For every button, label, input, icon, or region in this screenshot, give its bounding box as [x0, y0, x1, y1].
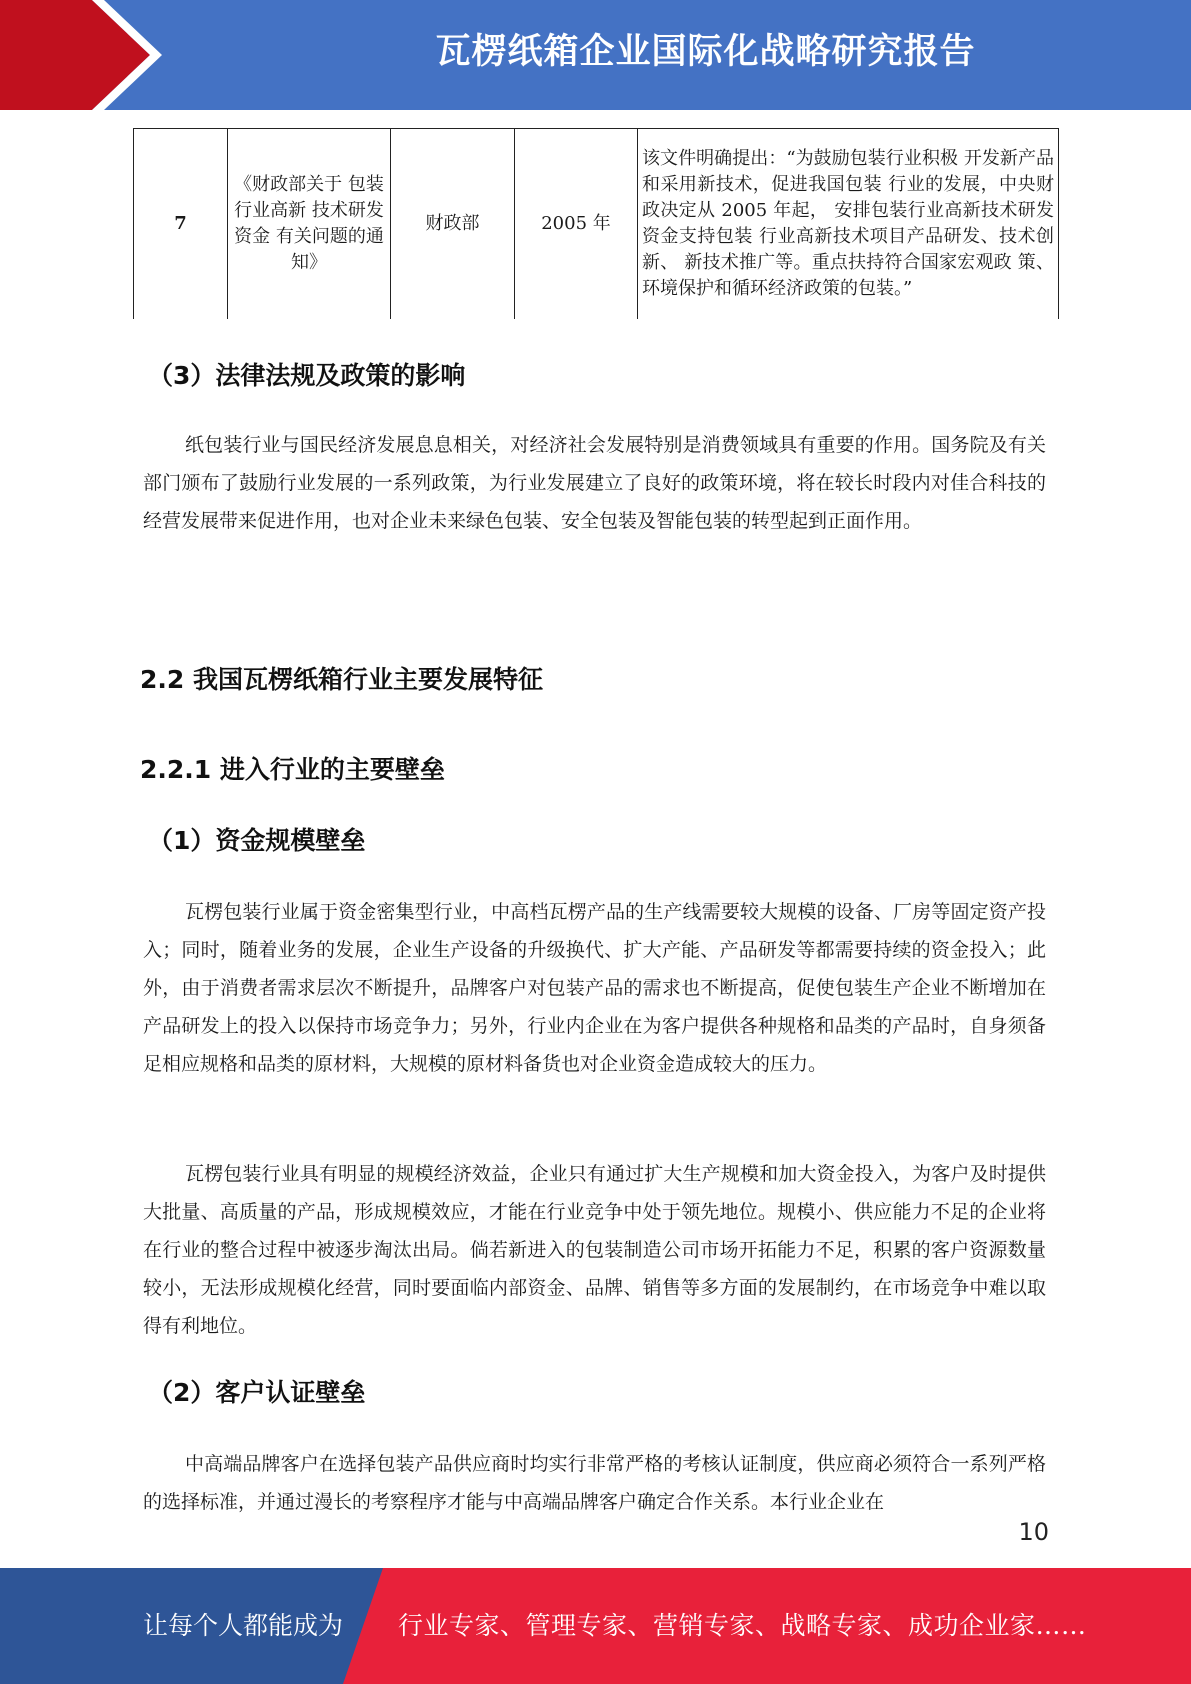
- policy-content: 该文件明确提出：“为鼓励包装行业积极 开发新产品和采用新技术，促进我国包装 行业的发展，中央财政决定从 2005 年起， 安排包装行业高新技术研发资金支持包装 行业高新技术项目产品研发、技术创新、 新技术推广等。重点扶持符合国家宏观政 策、环境保护和循环经济政策的包装。”: [638, 129, 1059, 320]
- policy-table: [133, 128, 1059, 319]
- row-number: 7: [134, 129, 228, 320]
- issuing-department: 财政部: [391, 129, 515, 320]
- paragraph-capital-barrier-1: 瓦楞包装行业属于资金密集型行业，中高档瓦楞产品的生产线需要较大规模的设备、厂房等固定资产投入；同时，随着业务的发展，企业生产设备的升级换代、扩大产能、产品研发等都需要持续的资金投入；此外，由于消费者需求层次不断提升，品牌客户对包装产品的需求也不断提高，促使包装生产企业不断增加在产品研发上的投入以保持市场竞争力；另外，行业内企业在为客户提供各种规格和品类的产品时，自身须备足相应规格和品类的原材料，大规模的原材料备货也对企业资金造成较大的压力。: [143, 901, 1046, 1075]
- section-heading-law-impact: （3）法律法规及政策的影响: [148, 361, 466, 390]
- footer-slogan-left: 让每个人都能成为: [143, 1611, 344, 1640]
- paragraph-customer-barrier: 中高端品牌客户在选择包装产品供应商时均实行非常严格的考核认证制度，供应商必须符合一系列严格的选择标准，并通过漫长的考察程序才能与中高端品牌客户确定合作关系。本行业企业在: [143, 1453, 1046, 1513]
- policy-name: 《财政部关于 包装行业高新 技术研发资金 有关问题的通 知》: [228, 129, 391, 320]
- heading-2-2-1: 2.2.1 进入行业的主要壁垒: [140, 755, 445, 784]
- section-heading-capital-barrier: （1）资金规模壁垒: [148, 826, 366, 855]
- heading-2-2: 2.2 我国瓦楞纸箱行业主要发展特征: [140, 665, 543, 694]
- footer-slogan-right: 行业专家、管理专家、营销专家、战略专家、成功企业家……: [398, 1611, 1087, 1640]
- page-header: [0, 0, 1191, 110]
- paragraph-capital-barrier-2: 瓦楞包装行业具有明显的规模经济效益，企业只有通过扩大生产规模和加大资金投入，为客户及时提供大批量、高质量的产品，形成规模效应，才能在行业竞争中处于领先地位。规模小、供应能力不足的企业将在行业的整合过程中被逐步淘汰出局。倘若新进入的包装制造公司市场开拓能力不足，积累的客户资源数量较小，无法形成规模化经营，同时要面临内部资金、品牌、销售等多方面的发展制约，在市场竞争中难以取得有利地位。: [143, 1163, 1046, 1337]
- paragraph-law-impact: 纸包装行业与国民经济发展息息相关，对经济社会发展特别是消费领域具有重要的作用。国务院及有关部门颁布了鼓励行业发展的一系列政策，为行业发展建立了良好的政策环境，将在较长时段内对佳合科技的经营发展带来促进作用，也对企业未来绿色包装、安全包装及智能包装的转型起到正面作用。: [143, 434, 1046, 532]
- page-number: 10: [1018, 1518, 1049, 1546]
- issue-year: 2005 年: [515, 129, 638, 320]
- section-heading-customer-barrier: （2）客户认证壁垒: [148, 1378, 366, 1407]
- page-footer: [0, 1568, 1191, 1684]
- header-arrow-decoration: [0, 0, 230, 110]
- table-row: [134, 129, 1059, 320]
- report-title: 瓦楞纸箱企业国际化战略研究报告: [435, 32, 976, 72]
